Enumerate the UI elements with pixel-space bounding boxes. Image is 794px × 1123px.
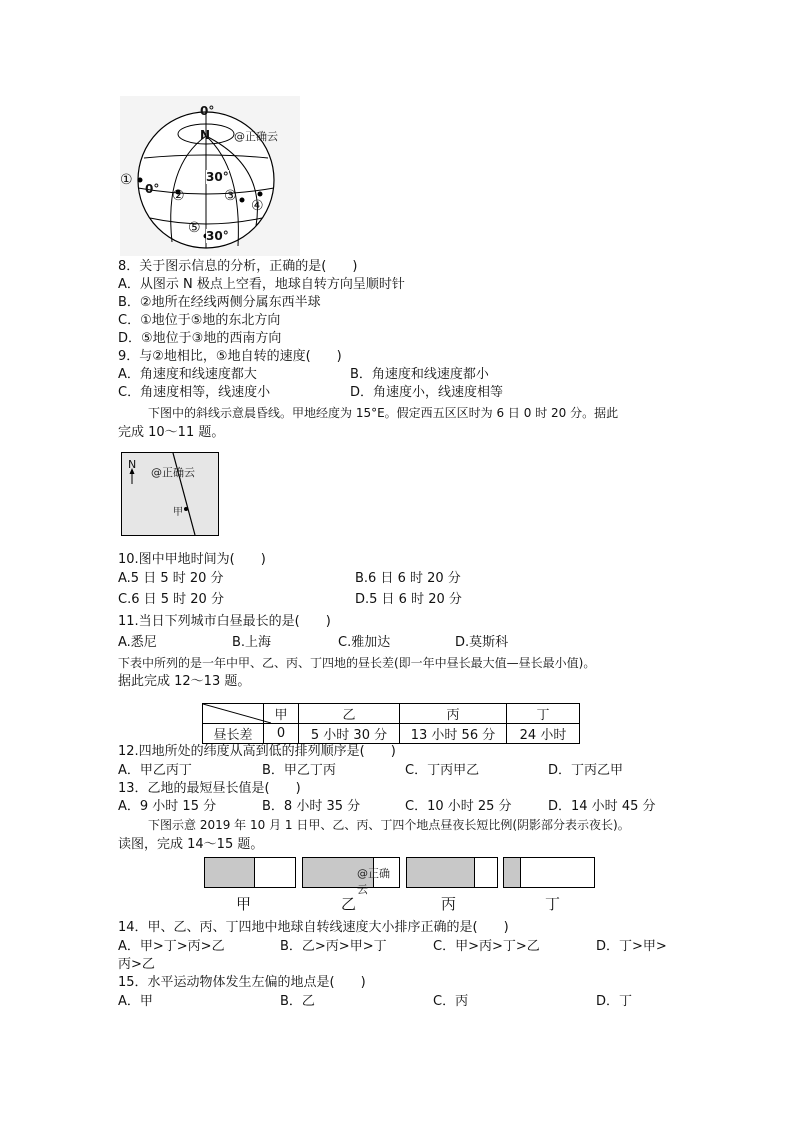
q11-option-b: B.上海: [232, 635, 272, 650]
q8-stem: 8．关于图示信息的分析，正确的是( ): [118, 259, 358, 274]
q11-option-d: D.莫斯科: [455, 635, 509, 650]
table-row-label: 昼长差: [203, 724, 264, 744]
q10-option-a: A.5 日 5 时 20 分: [118, 571, 224, 586]
q10-stem: 10.图中甲地时间为( ): [118, 552, 266, 567]
table-cell: 24 小时: [507, 724, 580, 744]
q14-option-d: D．丁>甲>: [596, 939, 667, 954]
q9-option-a: A．角速度和线速度都大: [118, 367, 257, 382]
intro-10-11-line2: 完成 10～11 题。: [118, 425, 225, 440]
q13-option-c: C．10 小时 25 分: [405, 799, 512, 814]
terminator-figure: [121, 452, 219, 536]
q11-option-a: A.悉尼: [118, 635, 157, 650]
intro-14-15-line2: 读图，完成 14～15 题。: [118, 837, 264, 852]
q12-option-a: A．甲乙丙丁: [118, 763, 192, 778]
north-pole-label: N: [200, 128, 211, 142]
night-shade: [205, 858, 255, 887]
table-row: [203, 724, 580, 744]
q8-option-a: A．从图示 N 极点上空看，地球自转方向呈顺时针: [118, 277, 405, 292]
north-arrow-label: N: [128, 458, 137, 471]
daynight-bar-ding: [503, 857, 595, 888]
q10-option-c: C.6 日 5 时 20 分: [118, 592, 224, 607]
marker-5: ⑤: [188, 220, 201, 236]
q15-option-d: D．丁: [596, 994, 633, 1009]
bar-label-bing: 丙: [441, 895, 457, 913]
q13-option-d: D．14 小时 45 分: [548, 799, 656, 814]
bar-label-jia: 甲: [236, 895, 252, 913]
table-cell: 13 小时 56 分: [400, 724, 507, 744]
q12-stem: 12.四地所处的纬度从高到低的排列顺序是( ): [118, 744, 396, 759]
intro-10-11-line1: 下图中的斜线示意晨昏线。甲地经度为 15°E。假定西五区区时为 6 日 0 时 20 分。据此: [148, 406, 619, 420]
lat-label-top: 0°: [200, 104, 215, 118]
q12-option-d: D．丁丙乙甲: [548, 763, 624, 778]
q14-option-c: C．甲>丙>丁>乙: [433, 939, 540, 954]
q9-stem: 9．与②地相比，⑤地自转的速度( ): [118, 349, 342, 364]
marker-1: ①: [120, 172, 133, 188]
q15-option-a: A．甲: [118, 994, 153, 1009]
table-header-cell: 甲: [264, 704, 299, 724]
intro-14-15-line1: 下图示意 2019 年 10 月 1 日甲、乙、丙、丁四个地点昼夜长短比例(阴影部分表示夜长)。: [148, 818, 630, 832]
bar-label-ding: 丁: [545, 895, 561, 913]
q15-stem: 15．水平运动物体发生左偏的地点是( ): [118, 975, 366, 990]
bar-label-yi: 乙: [341, 895, 357, 913]
table-cell: 5 小时 30 分: [299, 724, 400, 744]
watermark-2: @正确云: [151, 466, 195, 479]
table-header-cell: 丙: [400, 704, 507, 724]
night-shade: [504, 858, 521, 887]
q11-option-c: C.雅加达: [338, 635, 391, 650]
watermark: @正确云: [234, 130, 278, 143]
q8-option-b: B．②地所在经线两侧分属东西半球: [118, 295, 321, 310]
q10-option-d: D.5 日 6 时 20 分: [355, 592, 462, 607]
day-length-table: [202, 703, 580, 744]
q8-option-d: D．⑤地位于③地的西南方向: [118, 331, 282, 346]
table-cell: 0: [264, 724, 299, 744]
night-shade: [407, 858, 475, 887]
q8-option-c: C．①地位于⑤地的东北方向: [118, 313, 281, 328]
q15-option-b: B．乙: [280, 994, 315, 1009]
place-jia-label: 甲: [173, 507, 183, 518]
globe-figure: [120, 96, 300, 256]
intro-12-13-line2: 据此完成 12～13 题。: [118, 674, 251, 689]
q12-option-c: C．丁丙甲乙: [405, 763, 480, 778]
table-header-row: [203, 704, 580, 724]
q15-option-c: C．丙: [433, 994, 469, 1009]
table-corner-diagonal: [203, 704, 271, 723]
q12-option-b: B．甲乙丁丙: [262, 763, 336, 778]
daynight-bar-yi: [302, 857, 400, 896]
table-header-cell: 丁: [507, 704, 580, 724]
q14-option-a: A．甲>丁>丙>乙: [118, 939, 225, 954]
q10-option-b: B.6 日 6 时 20 分: [355, 571, 461, 586]
q14-option-b: B．乙>丙>甲>丁: [280, 939, 387, 954]
q11-stem: 11.当日下列城市白昼最长的是( ): [118, 614, 331, 629]
table-corner: [203, 704, 264, 724]
marker-4: ④: [251, 198, 264, 214]
q14-stem: 14．甲、乙、丙、丁四地中地球自转线速度大小排序正确的是( ): [118, 920, 509, 935]
watermark-3: @正确云: [357, 867, 390, 896]
q13-option-b: B．8 小时 35 分: [262, 799, 361, 814]
q13-option-a: A．9 小时 15 分: [118, 799, 217, 814]
daynight-bar-jia: [204, 857, 296, 888]
daynight-bar-bing: [406, 857, 498, 888]
q9-option-b: B．角速度和线速度都小: [350, 367, 489, 382]
lat-label-mid: 30°: [206, 170, 229, 184]
marker-3: ③: [224, 188, 237, 204]
lat-label-bottom: 30°: [206, 229, 229, 243]
table-header-cell: 乙: [299, 704, 400, 724]
q9-option-d: D．角速度小，线速度相等: [350, 385, 504, 400]
marker-2: ②: [172, 188, 185, 204]
q13-stem: 13．乙地的最短昼长值是( ): [118, 781, 301, 796]
q14-option-d-cont: 丙>乙: [118, 957, 155, 972]
q9-option-c: C．角速度相等，线速度小: [118, 385, 271, 400]
intro-12-13-line1: 下表中所列的是一年中甲、乙、丙、丁四地的昼长差(即一年中昼长最大值—昼长最小值)。: [118, 656, 596, 670]
lat-label-left: 0°: [145, 182, 160, 196]
